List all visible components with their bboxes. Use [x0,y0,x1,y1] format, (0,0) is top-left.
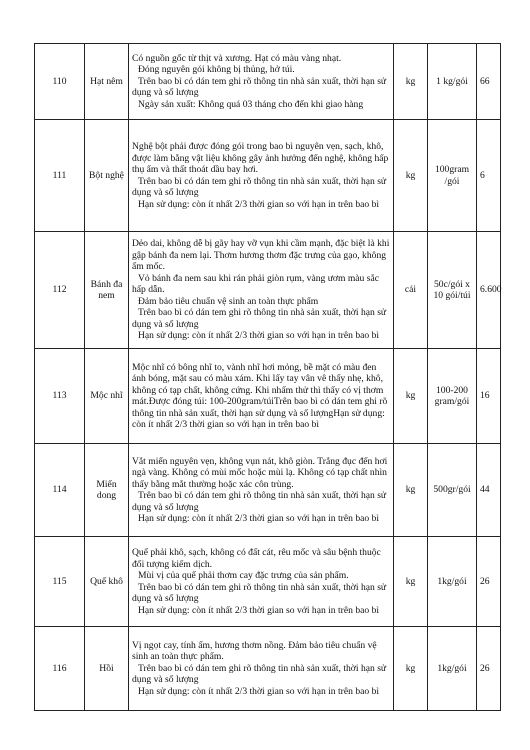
quantity-cell: 6.600 [477,232,501,349]
description-line: Vỏ bánh đa nem sau khi rán phải giòn rụm, vàng ươm màu sắc hấp dẫn. [132,272,380,296]
quantity-cell: 6 [477,120,501,232]
description-line: Nghệ bột phải được đóng gói trong bao bì nguyên vẹn, sạch, khô, được làm bằng vật liệu không gây ảnh hưởng đến nghệ, không hấp thụ ẩm và thất thoát dầu bay hơi. [132,141,389,175]
description-line: Hạn sử dụng: còn ít nhất 2/3 thời gian so với hạn in trên bao bì [138,198,380,210]
packaging-cell: 50c/gói x 10 gói/túi [428,232,477,349]
description-line: Mùi vị của quế phải thơm cay đặc trưng của sản phẩm. [138,570,349,581]
table-row [35,44,501,120]
quantity-cell: 16 [477,349,501,444]
item-name-cell: Miến dong [85,444,129,537]
table-row [35,120,501,232]
specification-table [34,43,501,711]
item-number-cell: 111 [35,120,85,232]
quantity-cell: 26 [477,627,501,711]
item-name-cell: Hạt nêm [85,44,129,120]
packaging-cell: 1kg/gói [428,537,477,627]
item-number-cell: 112 [35,232,85,349]
description-line: Trên bao bì có dán tem ghi rõ thông tin nhà sản xuất, thời hạn sử dụng và số lượng [132,662,387,686]
description-line: Trên bao bì có dán tem ghi rõ thông tin nhà sản xuất, thời hạn sử dụng và số lượng [132,490,387,513]
description-line: Hạn sử dụng: còn ít nhất 2/3 thời gian so với hạn in trên bao bì [138,685,380,697]
unit-cell: cái [394,232,428,349]
item-number-cell: 116 [35,627,85,711]
description-line: Đảm bảo tiêu chuẩn vệ sinh an toàn thực phẩm [138,295,319,307]
item-name-cell: Mộc nhĩ [85,349,129,444]
description-line: Hạn sử dụng: còn ít nhất 2/3 thời gian so với hạn in trên bao bì [138,330,380,342]
item-description-cell [129,44,394,120]
description-line: Đóng nguyên gói không bị thủng, hở túi. [138,64,295,76]
item-description-cell [129,349,394,444]
quantity-cell: 26 [477,537,501,627]
item-description-cell [129,444,394,537]
item-number-cell: 113 [35,349,85,444]
item-name-cell: Bánh đa nem [85,232,129,349]
item-description-cell [129,627,394,711]
item-name-cell: Hồi [85,627,129,711]
unit-cell: kg [394,537,428,627]
description-line: Trên bao bì có dán tem ghi rõ thông tin nhà sản xuất, thời hạn sử dụng và số lượng [132,307,387,330]
unit-cell: kg [394,627,428,711]
description-line: Quế phải khô, sạch, không có đất cát, rêu mốc và sâu bệnh thuộc đối tượng kiểm dịch. [132,547,381,570]
description-line: Vắt miến nguyên vẹn, không vụn nát, khô giòn. Trắng đục đến hơi ngà vàng. Không có mùi mốc hoặc mùi lạ. Không có tạp chất nhìn thấy bằng mắt thường hoặc xác côn trùng. [132,455,388,490]
description-line: Có nguồn gốc từ thịt và xương. Hạt có màu vàng nhạt. [132,52,342,64]
item-description-cell [129,120,394,232]
item-number-cell: 110 [35,44,85,120]
table-body [35,44,501,711]
unit-cell: kg [394,349,428,444]
description-line: Vị ngọt cay, tính ấm, hương thơm nồng. Đảm bảo tiêu chuẩn vệ sinh an toàn thực phẩm. [132,639,377,663]
description-line: Trên bao bì có dán tem ghi rõ thông tin nhà sản xuất, thời hạn sử dụng và số lượng [132,75,387,99]
table-row [35,232,501,349]
item-number-cell: 115 [35,537,85,627]
item-name-cell: Bột nghệ [85,120,129,232]
unit-cell: kg [394,444,428,537]
description-line: Hạn sử dụng: còn ít nhất 2/3 thời gian so với hạn in trên bao bì [138,604,380,616]
description-line: Hạn sử dụng: còn ít nhất 2/3 thời gian so với hạn in trên bao bì [138,513,380,524]
packaging-cell: 1 kg/gói [428,44,477,120]
description-line: Trên bao bì có dán tem ghi rõ thông tin nhà sản xuất, thời hạn sử dụng và số lượng [132,175,387,198]
table-row [35,349,501,444]
table-row [35,444,501,537]
quantity-cell: 44 [477,444,501,537]
packaging-cell: 1kg/gói [428,627,477,711]
item-name-cell: Quế khô [85,537,129,627]
item-description-cell [129,537,394,627]
packaging-cell: 100-200 gram/gói [428,349,477,444]
description-line: Mộc nhĩ có bông nhĩ to, vành nhĩ hơi mỏng, bề mặt có màu đen ánh bóng, mặt sau có màu xám. Khi lấy tay vân vê thấy nhẹ, khô, không có tạp chất, không cứng. Khi nhấm thử thì thấy có vị thơm mát.Được đóng túi: 100-200gram/túiTrên bao bì có dán tem ghi rõ thông tin nhà sản xuất, thời hạn sử dụng và số lượngHạn sử dụng: còn ít nhất 2/3 thời gian so với hạn in trên bao bì [132,361,388,430]
item-description-cell [129,232,394,349]
packaging-cell: 500gr/gói [428,444,477,537]
description-line: Ngày sản xuất: Không quá 03 tháng cho đến khi giao hàng [138,98,364,110]
table-row [35,627,501,711]
table-row [35,537,501,627]
unit-cell: kg [394,44,428,120]
item-number-cell: 114 [35,444,85,537]
description-line: Trên bao bì có dán tem ghi rõ thông tin nhà sản xuất, thời hạn sử dụng và số lượng [132,581,387,604]
unit-cell: kg [394,120,428,232]
quantity-cell: 66 [477,44,501,120]
description-line: Dẻo dai, không dễ bị gãy hay vỡ vụn khi cầm mạnh, đặc biệt là khi gập bánh đa nem lại. Thơm hương thơm đặc trưng của gạo, không ẩm mốc. [132,238,390,273]
packaging-cell: 100gram /gói [428,120,477,232]
